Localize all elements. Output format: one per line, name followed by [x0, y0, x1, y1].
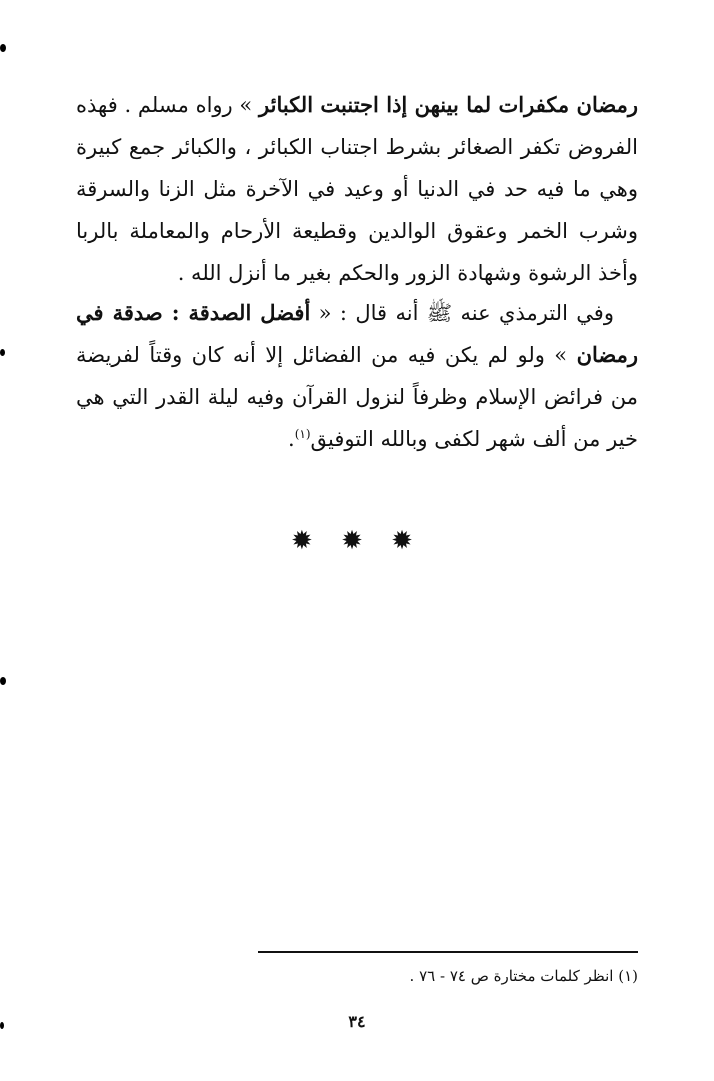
page-number: ٣٤ [348, 1012, 366, 1031]
scan-speck [0, 349, 5, 356]
section-ornament: ✹ ✹ ✹ [291, 526, 423, 556]
scan-speck [0, 44, 6, 52]
paragraph-2 [76, 292, 638, 460]
scan-speck [0, 677, 6, 685]
paragraph-1 [76, 84, 638, 294]
footnote-text: (١) انظر كلمات مختارة ص ٧٤ - ٧٦ . [409, 967, 638, 985]
paragraph-2-end: . [288, 427, 295, 451]
paragraph-2-body: » ولو لم يكن فيه من الفضائل إلا أنه كان وقتاً لفريضة من فرائض الإسلام وظرفاً لنزول القرآن وفيه ليلة القدر التي هي خير من ألف شهر لكفى وبالله التوفيق [76, 343, 638, 451]
hadith-quote-bold: رمضان مكفرات لما بينهن إذا اجتنبت الكبائر [259, 92, 638, 117]
paragraph-1-body: » رواه مسلم . فهذه الفروض تكفر الصغائر بشرط اجتناب الكبائر ، والكبائر جمع كبيرة وهي ما فيه حد في الدنيا أو وعيد في الآخرة مثل الزنا والسرقة وشرب الخمر وعقوق الوالدين وقطيعة الأرحام والمعاملة بالربا وأخذ الرشوة وشهادة الزور والحكم بغير ما أنزل الله . [76, 93, 638, 285]
footnote-divider [258, 951, 638, 953]
scan-speck [0, 1022, 4, 1029]
footnote-reference[interactable]: (١) [294, 427, 311, 441]
paragraph-2-intro: وفي الترمذي عنه ﷺ أنه قال : « [310, 301, 614, 325]
hadith-quote-bold: أفضل الصدقة : صدقة في رمضان [76, 300, 638, 367]
